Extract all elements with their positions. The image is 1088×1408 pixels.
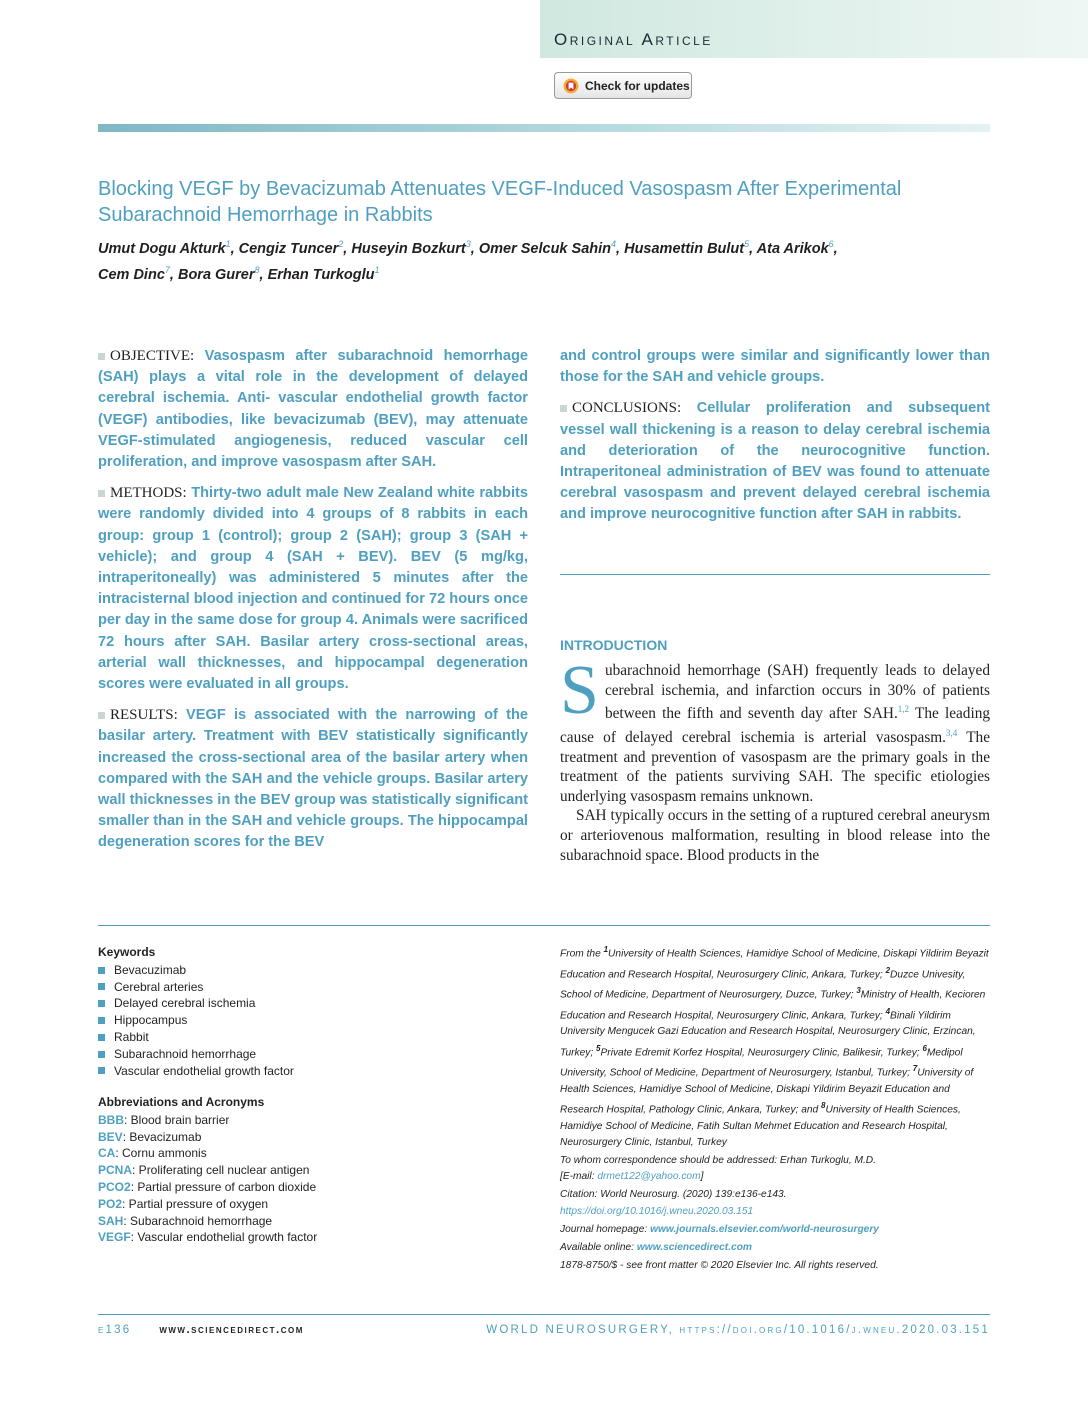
article-title: Blocking VEGF by Bevacizumab Attenuates VEGF-Induced Vasospasm After Experimental Subarachnoid Hemorrhage in Rabbits bbox=[98, 178, 902, 226]
footer-rule bbox=[98, 1314, 990, 1315]
citation-link[interactable]: 3,4 bbox=[946, 727, 958, 738]
affiliation-mark: 5 bbox=[596, 1043, 601, 1053]
abbreviation-item bbox=[98, 1112, 428, 1129]
affiliation-mark: 8 bbox=[821, 1100, 826, 1110]
square-bullet-icon bbox=[98, 1067, 105, 1074]
square-bullet-icon bbox=[98, 1034, 105, 1041]
author-name: Umut Dogu Akturk bbox=[98, 240, 226, 257]
author-name: Erhan Turkoglu bbox=[267, 266, 375, 283]
keywords-heading: Keywords bbox=[98, 945, 156, 959]
abbreviations-heading: Abbreviations and Acronyms bbox=[98, 1095, 265, 1109]
author-name: Omer Selcuk Sahin bbox=[478, 240, 612, 257]
correspondence-text: To whom correspondence should be addressed: Erhan Turkoglu, M.D. bbox=[560, 1154, 876, 1166]
keyword-text: Vascular endothelial growth factor bbox=[114, 1063, 294, 1078]
square-bullet-icon bbox=[98, 967, 105, 974]
footnote-divider bbox=[98, 925, 990, 926]
introduction-heading: INTRODUCTION bbox=[560, 637, 668, 653]
abbreviation-term: PCNA bbox=[98, 1163, 133, 1178]
author-affiliation-mark: 6 bbox=[828, 239, 834, 249]
header-rule bbox=[98, 124, 990, 132]
affiliations-text: From the $^1$University of Health Sciences, Hamidiye School of Medicine, Diskapi Yildirim Beyazit Education and Research Hospital, Neurosurgery Clinic, Ankara, Turkey; $^2$Duzce Univesity, School of Medicine, Department of Neurosurgery, Duzce, Turkey; $^3$Ministry of Health, Kecioren Education and Research Hospital, Neurosurgery Clinic, Ankara, Turkey; $^4$Binali Yildirim University Mengucek Gazi Education and Research Hospital, Neurosurgery Clinic, Erzincan, Turkey; $^5$Private Edremit Korfez Hospital, Neurosurgery Clinic, Balikesir, Turkey; $^6$Medipol University, School of Medicine, Department of Neurosurgery, Istanbul, Turkey; $^7$University of Health Sciences, Hamidiye School of Medicine, Diskapi Yildirim Beyazit Education and Research Hospital, Pathology Clinic, Ankara, Turkey; and $^8$University of Health Sciences, Hamidiye School of Medicine, Fatih Sultan Mehmet Education and Research Hospital, Neurosurgery Clinic, Istanbul, Turkey bbox=[560, 945, 989, 1148]
abstract-objective bbox=[98, 346, 528, 473]
keyword-item bbox=[98, 1063, 428, 1080]
email-suffix: ] bbox=[700, 1171, 704, 1183]
square-bullet-icon bbox=[98, 1051, 105, 1058]
author-affiliation-mark: 7 bbox=[164, 264, 170, 275]
footer-site-link[interactable]: www.sciencedirect.com bbox=[159, 1324, 304, 1336]
keyword-item bbox=[98, 995, 428, 1012]
author-list: Umut Dogu Akturk$^1$, Cengiz Tuncer$^2$, Huseyin Bozkurt$^3$, Omer Selcuk Sahin$^4$, Husamettin Bulut$^5$, Ata Arikok$^6$, Cem Dinc$^7$, Bora Gurer$^8$, Erhan Turkoglu$^1$ bbox=[98, 239, 838, 283]
email-link[interactable]: drmet122@yahoo.com bbox=[597, 1171, 701, 1183]
objective-text: Vasospasm after subarachnoid hemorrhage (SAH) plays a vital role in the development of delayed cerebral ischemia. Anti- vascular endothelial growth factor (VEGF) antibodies, like bevacizumab (BEV), may attenuate VEGF-stimulated angiogenesis, reduced vascular cell proliferation, and improve vasospasm after SAH. bbox=[98, 348, 528, 471]
copyright: 1878-8750/$ - see front matter © 2020 Elsevier Inc. All rights reserved. bbox=[560, 1260, 879, 1272]
abstract-methods bbox=[98, 483, 528, 695]
abbreviation-term: CA bbox=[98, 1146, 116, 1161]
intro-text-c: The treatment and prevention of vasospasm are the primary goals in the treatment of the patients surviving SAH. The specific etiologies underlying vasospasm remains unknown. bbox=[560, 728, 990, 805]
author-affiliation-mark: 8 bbox=[254, 264, 260, 275]
abstract-divider bbox=[560, 574, 990, 575]
affiliation-mark: 3 bbox=[856, 986, 861, 996]
keyword-text: Hippocampus bbox=[114, 1013, 188, 1028]
footer-left bbox=[98, 1324, 304, 1336]
introduction-body bbox=[560, 652, 990, 865]
affiliation-mark: 1 bbox=[603, 945, 609, 954]
square-bullet-icon bbox=[98, 983, 105, 990]
keywords-section bbox=[98, 944, 428, 1079]
author-affiliation-mark: 4 bbox=[611, 239, 617, 249]
abbreviation-definition: : Vascular endothelial growth factor bbox=[130, 1230, 318, 1245]
keyword-text: Rabbit bbox=[114, 1029, 149, 1044]
conclusions-text: Cellular proliferation and subsequent vessel wall thickening is a reason to delay cerebral ischemia and deterioration of the neurocognitive function. Intraperitoneal administration of BEV was found to attenuate cerebral vasospasm and prevent delayed cerebral ischemia and improve neurocognitive function after SAH in rabbits. bbox=[560, 400, 990, 523]
abbreviation-definition: : Blood brain barrier bbox=[124, 1112, 230, 1127]
abbreviation-definition: : Cornu ammonis bbox=[115, 1146, 207, 1161]
keyword-text: Subarachnoid hemorrhage bbox=[114, 1046, 257, 1061]
keyword-text: Cerebral arteries bbox=[114, 979, 204, 994]
keyword-text: Delayed cerebral ischemia bbox=[114, 996, 256, 1011]
abbreviation-item bbox=[98, 1162, 428, 1179]
homepage-label: Journal homepage: bbox=[560, 1223, 651, 1235]
abbreviations-section bbox=[98, 1094, 428, 1246]
footer-journal-doi[interactable]: WORLD NEUROSURGERY, https://doi.org/10.1016/j.wneu.2020.03.151 bbox=[486, 1324, 990, 1336]
conclusions-label: CONCLUSIONS: bbox=[572, 400, 682, 417]
affiliation-mark: 7 bbox=[912, 1064, 918, 1074]
abbreviation-item bbox=[98, 1229, 428, 1246]
email-prefix: [E-mail: bbox=[560, 1171, 598, 1183]
abbreviation-term: BEV bbox=[98, 1129, 123, 1144]
author-affiliation-mark: 3 bbox=[465, 239, 471, 249]
page-number: e136 bbox=[98, 1324, 132, 1336]
abbreviation-definition: : Partial pressure of oxygen bbox=[122, 1196, 269, 1211]
author-name: Cengiz Tuncer bbox=[238, 240, 339, 257]
intro-paragraph-2: SAH typically occurs in the setting of a ruptured cerebral aneurysm or arteriovenous malformation, resulting in blood release into the subarachnoid space. Blood products in the bbox=[560, 807, 990, 864]
citation bbox=[560, 1187, 990, 1219]
author-affiliation-mark: 2 bbox=[338, 239, 344, 249]
results-label: RESULTS: bbox=[110, 707, 178, 724]
methods-label: METHODS: bbox=[110, 485, 187, 502]
abbreviation-definition: : Proliferating cell nuclear antigen bbox=[132, 1163, 310, 1178]
homepage-link[interactable]: www.journals.elsevier.com/world-neurosurgery bbox=[650, 1223, 879, 1235]
abbreviation-item bbox=[98, 1179, 428, 1196]
square-bullet-icon bbox=[98, 490, 105, 497]
affiliation-mark: 6 bbox=[922, 1043, 927, 1053]
keywords-list bbox=[98, 962, 428, 1080]
keyword-item bbox=[98, 962, 428, 979]
drop-cap: S bbox=[560, 652, 599, 729]
abbreviations-list bbox=[98, 1112, 428, 1246]
abstract-results bbox=[98, 705, 528, 853]
author-name: Bora Gurer bbox=[177, 266, 255, 283]
abbreviation-definition: : Subarachnoid hemorrhage bbox=[123, 1213, 273, 1228]
affiliation-mark: 2 bbox=[885, 965, 891, 975]
keyword-item bbox=[98, 979, 428, 996]
check-for-updates-label: Check for updates bbox=[585, 78, 690, 93]
author-name: Ata Arikok bbox=[756, 240, 829, 257]
citation-link[interactable]: 1,2 bbox=[897, 704, 910, 715]
bookmark-update-icon bbox=[563, 78, 579, 94]
doi-link[interactable]: https://doi.org/10.1016/j.wneu.2020.03.151 bbox=[560, 1205, 754, 1217]
author-affiliation-mark: 1 bbox=[225, 239, 231, 249]
abbreviation-term: VEGF bbox=[98, 1230, 131, 1245]
intro-paragraph-1 bbox=[560, 652, 990, 806]
keyword-text: Bevacuzimab bbox=[114, 962, 187, 977]
intro-text-b: The leading cause of delayed cerebral ischemia is arterial vasospasm. bbox=[560, 705, 990, 746]
abbreviation-definition: : Bevacizumab bbox=[122, 1129, 202, 1144]
square-bullet-icon bbox=[98, 1000, 105, 1007]
methods-text: Thirty-two adult male New Zealand white rabbits were randomly divided into 4 groups of 8 rabbits in each group: group 1 (control); group 2 (SAH); group 3 (SAH + vehicle); and group 4 (SAH + BEV). BEV (5 mg/kg, intraperitoneally) was administered 5 minutes after the intracisternal blood injection and continued for 72 hours once per day in the same dose for group 4. Animals were sacrificed 72 hours after SAH. Basilar artery cross-sectional areas, arterial wall thicknesses, and hippocampal degeneration scores were evaluated in all groups. bbox=[98, 485, 528, 693]
journal-homepage bbox=[560, 1222, 990, 1238]
abbreviation-term: PO2 bbox=[98, 1196, 123, 1211]
square-bullet-icon bbox=[560, 405, 567, 412]
abbreviation-term: BBB bbox=[98, 1112, 124, 1127]
abbreviation-item bbox=[98, 1213, 428, 1230]
online-label: Available online: bbox=[560, 1241, 637, 1253]
citation-text: Citation: World Neurosurg. (2020) 139:e136-e143. bbox=[560, 1189, 787, 1201]
affiliations-block bbox=[560, 942, 990, 1276]
author-affiliation-mark: 1 bbox=[374, 264, 380, 275]
page-footer bbox=[98, 1324, 990, 1336]
abbreviation-term: SAH bbox=[98, 1213, 124, 1228]
author-affiliation-mark: 5 bbox=[744, 239, 750, 249]
author-name: Cem Dinc bbox=[98, 266, 165, 283]
keyword-item bbox=[98, 1029, 428, 1046]
keyword-item bbox=[98, 1012, 428, 1029]
check-for-updates-button[interactable] bbox=[554, 72, 692, 99]
author-name: Husamettin Bulut bbox=[624, 240, 745, 257]
correspondence bbox=[560, 1153, 990, 1185]
affiliation-mark: 4 bbox=[885, 1006, 891, 1016]
abstract-right-column bbox=[560, 346, 990, 536]
abbreviation-item bbox=[98, 1196, 428, 1213]
author-name: Huseyin Bozkurt bbox=[351, 240, 466, 257]
abbreviation-term: PCO2 bbox=[98, 1179, 131, 1194]
square-bullet-icon bbox=[98, 712, 105, 719]
objective-label: OBJECTIVE: bbox=[110, 348, 195, 364]
intro-text-a: ubarachnoid hemorrhage (SAH) frequently leads to delayed cerebral ischemia, and infarction occurs in 30% of patients between the fifth and seventh day after SAH. bbox=[604, 662, 990, 723]
sciencedirect-link[interactable]: www.sciencedirect.com bbox=[636, 1241, 752, 1253]
abbreviation-item bbox=[98, 1145, 428, 1162]
abstract-conclusions bbox=[560, 398, 990, 525]
keyword-item bbox=[98, 1046, 428, 1063]
square-bullet-icon bbox=[98, 353, 105, 360]
results-text: VEGF is associated with the narrowing of the basilar artery. Treatment with BEV statistically significantly increased the cross-sectional area of the basilar artery when compared with the SAH and the vehicle groups. Basilar artery wall thicknesses in the BEV group was statistically significant smaller than in the SAH and vehicle groups. The hippocampal degeneration scores for the BEV bbox=[98, 707, 528, 851]
section-label: Original Article bbox=[554, 30, 713, 49]
abstract-left-column bbox=[98, 346, 528, 864]
abbreviation-definition: : Partial pressure of carbon dioxide bbox=[130, 1179, 317, 1194]
abbreviation-item bbox=[98, 1129, 428, 1146]
results-continued: and control groups were similar and significantly lower than those for the SAH and vehicle groups. bbox=[560, 348, 990, 386]
available-online bbox=[560, 1240, 990, 1256]
square-bullet-icon bbox=[98, 1017, 105, 1024]
